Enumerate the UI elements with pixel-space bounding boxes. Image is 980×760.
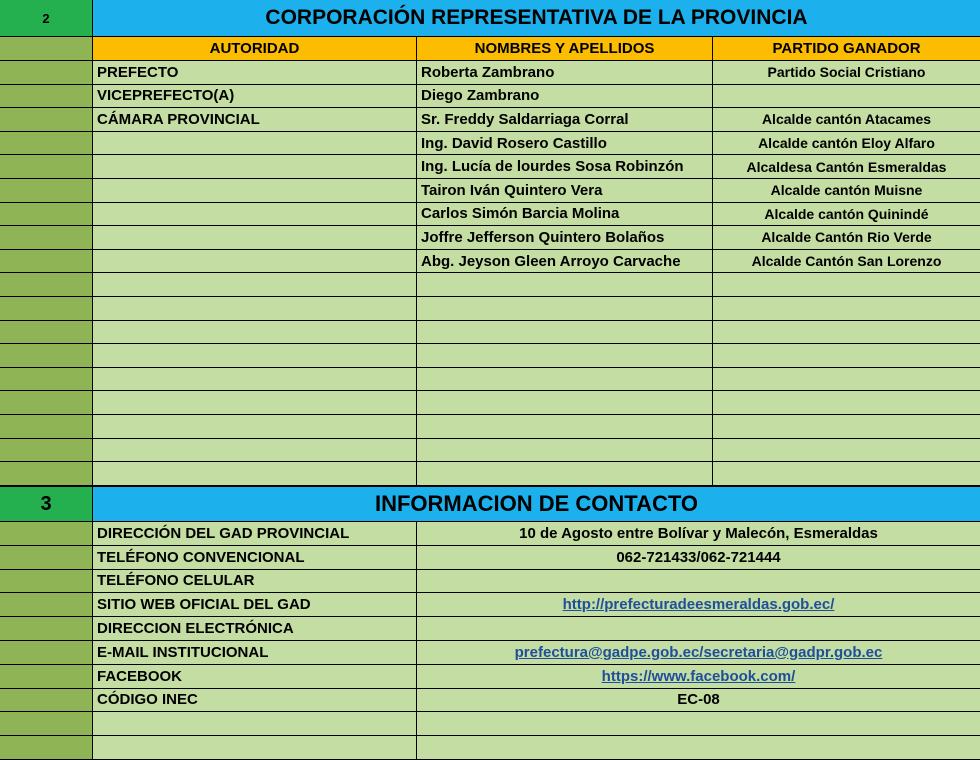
nombre-cell[interactable] <box>417 297 713 321</box>
row-gutter[interactable] <box>0 570 93 594</box>
contact-value-text: 10 de Agosto entre Bolívar y Malecón, Esmeraldas <box>519 524 878 542</box>
row-gutter[interactable] <box>0 155 93 179</box>
section2-title[interactable]: CORPORACIÓN REPRESENTATIVA DE LA PROVINCIA <box>93 0 980 37</box>
contact-row <box>0 522 980 546</box>
contact-label[interactable] <box>93 736 417 760</box>
partido-cell[interactable] <box>713 439 980 463</box>
autoridad-cell[interactable] <box>93 321 417 345</box>
header-nombres[interactable]: NOMBRES Y APELLIDOS <box>417 37 713 61</box>
partido-cell[interactable] <box>713 321 980 345</box>
contact-value[interactable] <box>417 570 980 594</box>
nombre-cell[interactable] <box>417 415 713 439</box>
header-partido[interactable]: PARTIDO GANADOR <box>713 37 980 61</box>
row-gutter[interactable] <box>0 415 93 439</box>
autoridad-cell[interactable]: VICEPREFECTO(A) <box>93 85 417 109</box>
contact-label[interactable] <box>93 712 417 736</box>
row-gutter[interactable] <box>0 391 93 415</box>
contact-label[interactable]: DIRECCIÓN DEL GAD PROVINCIAL <box>93 522 417 546</box>
contact-value[interactable] <box>417 522 980 546</box>
contact-label[interactable]: E-MAIL INSTITUCIONAL <box>93 641 417 665</box>
table-row <box>0 250 980 274</box>
autoridad-cell[interactable]: CÁMARA PROVINCIAL <box>93 108 417 132</box>
partido-cell[interactable]: Alcalde cantón Eloy Alfaro <box>713 132 980 156</box>
nombre-cell[interactable] <box>417 344 713 368</box>
table-row <box>0 439 980 463</box>
contact-label[interactable]: CÓDIGO INEC <box>93 689 417 713</box>
partido-cell[interactable]: Alcalde cantón Muisne <box>713 179 980 203</box>
nombre-cell[interactable] <box>417 321 713 345</box>
nombre-cell[interactable]: Joffre Jefferson Quintero Bolaños <box>417 226 713 250</box>
contact-value[interactable] <box>417 617 980 641</box>
nombre-cell[interactable]: Ing. Lucía de lourdes Sosa Robinzón <box>417 155 713 179</box>
autoridad-cell[interactable] <box>93 273 417 297</box>
nombre-cell[interactable]: Tairon Iván Quintero Vera <box>417 179 713 203</box>
contact-label[interactable]: DIRECCION ELECTRÓNICA <box>93 617 417 641</box>
table-row <box>0 368 980 392</box>
contact-value[interactable] <box>417 689 980 713</box>
nombre-cell[interactable]: Roberta Zambrano <box>417 61 713 85</box>
partido-cell[interactable] <box>713 391 980 415</box>
partido-cell[interactable]: Alcalde cantón Quinindé <box>713 203 980 227</box>
table-row <box>0 273 980 297</box>
contact-value-text: EC-08 <box>677 691 720 709</box>
contact-value[interactable] <box>417 665 980 689</box>
contact-label[interactable]: TELÉFONO CELULAR <box>93 570 417 594</box>
contact-value[interactable] <box>417 546 980 570</box>
nombre-cell[interactable] <box>417 439 713 463</box>
section3-title-row <box>0 487 980 522</box>
partido-cell[interactable] <box>713 415 980 439</box>
autoridad-cell[interactable]: PREFECTO <box>93 61 417 85</box>
contact-value[interactable] <box>417 736 980 760</box>
contact-row <box>0 736 980 760</box>
row-gutter[interactable] <box>0 665 93 689</box>
table-row <box>0 462 980 486</box>
contact-label[interactable]: FACEBOOK <box>93 665 417 689</box>
autoridad-cell[interactable] <box>93 226 417 250</box>
row-gutter[interactable] <box>0 344 93 368</box>
autoridad-cell[interactable] <box>93 297 417 321</box>
row-gutter[interactable] <box>0 85 93 109</box>
contact-value[interactable] <box>417 641 980 665</box>
section3-number[interactable]: 3 <box>0 487 93 522</box>
row-gutter[interactable] <box>0 132 93 156</box>
nombre-cell[interactable] <box>417 391 713 415</box>
row-gutter[interactable] <box>0 226 93 250</box>
autoridad-cell[interactable] <box>93 155 417 179</box>
row-gutter[interactable] <box>0 712 93 736</box>
contact-row <box>0 641 980 665</box>
nombre-cell[interactable]: Diego Zambrano <box>417 85 713 109</box>
row-gutter[interactable] <box>0 641 93 665</box>
table-row <box>0 226 980 250</box>
table-row <box>0 132 980 156</box>
autoridad-cell[interactable] <box>93 132 417 156</box>
row-gutter[interactable] <box>0 37 93 61</box>
nombre-cell[interactable] <box>417 273 713 297</box>
autoridad-cell[interactable] <box>93 203 417 227</box>
nombre-cell[interactable]: Sr. Freddy Saldarriaga Corral <box>417 108 713 132</box>
table-row <box>0 61 980 85</box>
table-row <box>0 321 980 345</box>
contact-row <box>0 689 980 713</box>
table-row <box>0 391 980 415</box>
autoridad-cell[interactable] <box>93 462 417 486</box>
row-gutter[interactable] <box>0 250 93 274</box>
contact-row <box>0 593 980 617</box>
row-gutter[interactable] <box>0 522 93 546</box>
row-gutter[interactable] <box>0 108 93 132</box>
partido-cell[interactable] <box>713 85 980 109</box>
contact-row <box>0 712 980 736</box>
contact-row <box>0 546 980 570</box>
row-gutter[interactable] <box>0 546 93 570</box>
contact-label[interactable]: TELÉFONO CONVENCIONAL <box>93 546 417 570</box>
contact-link[interactable]: http://prefecturadeesmeraldas.gob.ec/ <box>562 596 835 614</box>
row-gutter[interactable] <box>0 439 93 463</box>
contact-label[interactable]: SITIO WEB OFICIAL DEL GAD <box>93 593 417 617</box>
autoridad-cell[interactable] <box>93 344 417 368</box>
contact-link[interactable]: https://www.facebook.com/ <box>601 667 796 685</box>
partido-cell[interactable]: Alcalde cantón Atacames <box>713 108 980 132</box>
section2-number[interactable]: 2 <box>0 0 93 37</box>
table-row <box>0 203 980 227</box>
nombre-cell[interactable] <box>417 368 713 392</box>
row-gutter[interactable] <box>0 462 93 486</box>
partido-cell[interactable] <box>713 344 980 368</box>
nombre-cell[interactable]: Carlos Simón Barcia Molina <box>417 203 713 227</box>
row-gutter[interactable] <box>0 203 93 227</box>
autoridad-cell[interactable] <box>93 415 417 439</box>
table-row <box>0 344 980 368</box>
row-gutter[interactable] <box>0 368 93 392</box>
partido-cell[interactable]: Alcalde Cantón San Lorenzo <box>713 250 980 274</box>
header-autoridad[interactable]: AUTORIDAD <box>93 37 417 61</box>
row-gutter[interactable] <box>0 689 93 713</box>
autoridad-cell[interactable] <box>93 250 417 274</box>
table-row <box>0 415 980 439</box>
section2-title-row <box>0 0 980 37</box>
row-gutter[interactable] <box>0 179 93 203</box>
row-gutter[interactable] <box>0 617 93 641</box>
autoridad-cell[interactable] <box>93 179 417 203</box>
table-row <box>0 108 980 132</box>
row-gutter[interactable] <box>0 297 93 321</box>
autoridad-cell[interactable] <box>93 368 417 392</box>
contact-row <box>0 617 980 641</box>
partido-cell[interactable] <box>713 297 980 321</box>
nombre-cell[interactable]: Abg. Jeyson Gleen Arroyo Carvache <box>417 250 713 274</box>
contact-row <box>0 570 980 594</box>
partido-cell[interactable]: Alcalde Cantón Rio Verde <box>713 226 980 250</box>
partido-cell[interactable] <box>713 368 980 392</box>
contact-link[interactable]: prefectura@gadpe.gob.ec/secretaria@gadpr.gob.ec <box>514 643 883 661</box>
contact-value[interactable] <box>417 593 980 617</box>
row-gutter[interactable] <box>0 273 93 297</box>
contact-value[interactable] <box>417 712 980 736</box>
autoridad-cell[interactable] <box>93 391 417 415</box>
nombre-cell[interactable]: Ing. David Rosero Castillo <box>417 132 713 156</box>
row-gutter[interactable] <box>0 736 93 760</box>
table-row <box>0 85 980 109</box>
autoridad-cell[interactable] <box>93 439 417 463</box>
partido-cell[interactable] <box>713 273 980 297</box>
partido-cell[interactable]: Alcaldesa Cantón Esmeraldas <box>713 155 980 179</box>
section2-header-row <box>0 37 980 61</box>
table-row <box>0 179 980 203</box>
nombre-cell[interactable] <box>417 462 713 486</box>
section3-title[interactable]: INFORMACION DE CONTACTO <box>93 487 980 522</box>
contact-row <box>0 665 980 689</box>
table-row <box>0 155 980 179</box>
contact-value-text: 062-721433/062-721444 <box>616 548 781 566</box>
partido-cell[interactable] <box>713 462 980 486</box>
row-gutter[interactable] <box>0 593 93 617</box>
row-gutter[interactable] <box>0 61 93 85</box>
partido-cell[interactable]: Partido Social Cristiano <box>713 61 980 85</box>
row-gutter[interactable] <box>0 321 93 345</box>
table-row <box>0 297 980 321</box>
